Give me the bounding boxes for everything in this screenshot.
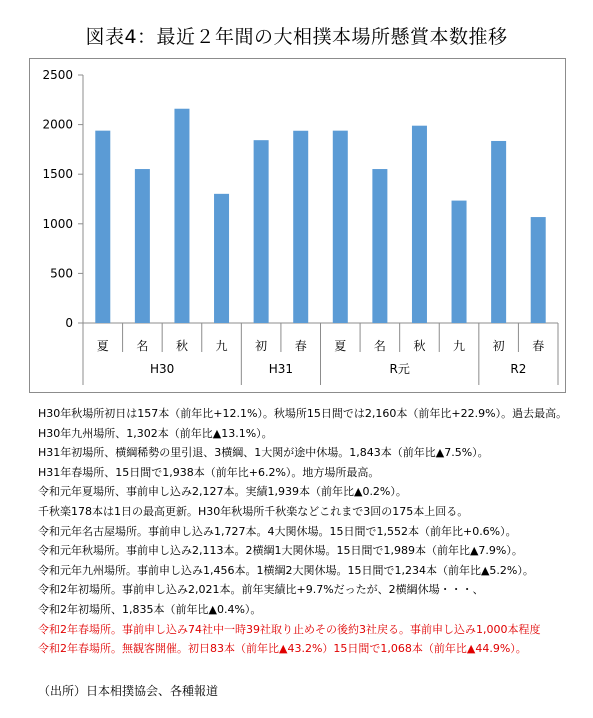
bar xyxy=(452,201,467,323)
chart-area xyxy=(29,58,566,393)
bar xyxy=(214,194,229,323)
x-category-label: 初 xyxy=(492,339,505,353)
x-category-label: 秋 xyxy=(413,339,426,353)
note-line: 令和2年初場所。事前申し込み2,021本。前年実績比+9.7%だったが、2横綱休場・・・、 xyxy=(38,583,484,597)
x-category-label: 九 xyxy=(453,339,466,353)
bar xyxy=(174,109,189,323)
note-line: 令和元年名古屋場所。事前申し込み1,727本。4大関休場。15日間で1,552本（前年比+0.6%）。 xyxy=(38,524,517,538)
x-group-label: R2 xyxy=(510,362,527,376)
y-tick-label: 2500 xyxy=(42,68,73,82)
source-note: （出所）日本相撲協会、各種報道 xyxy=(38,684,219,698)
y-tick-label: 2000 xyxy=(42,117,73,132)
bar xyxy=(95,131,110,323)
bar xyxy=(333,131,348,323)
x-group-label: R元 xyxy=(389,362,410,376)
bar xyxy=(531,217,546,323)
bar xyxy=(293,131,308,323)
x-category-label: 名 xyxy=(136,339,149,353)
note-line: H31年初場所、横綱稀勢の里引退、3横綱、1大関が途中休場。1,843本（前年比▲7.5%）。 xyxy=(38,446,489,460)
bar-chart xyxy=(30,59,565,392)
note-line: H30年秋場所初日は157本（前年比+12.1%）。秋場所15日間では2,160本（前年比+22.9%）。過去最高。 xyxy=(38,407,568,420)
y-tick-label: 0 xyxy=(65,316,73,330)
bar xyxy=(254,140,269,323)
x-category-label: 初 xyxy=(255,339,268,353)
y-tick-label: 1500 xyxy=(42,167,73,182)
note-line: 千秋楽178本は1日の最高更新。H30年秋場所千秋楽などこれまで3回の175本上回る。 xyxy=(38,504,469,518)
y-tick-label: 500 xyxy=(50,266,73,281)
note-line: 令和2年春場所。無観客開催。初日83本（前年比▲43.2%）15日間で1,068本（前年比▲44.9%）。 xyxy=(38,642,527,656)
x-category-label: 夏 xyxy=(334,339,347,353)
note-line: H31年春場所、15日間で1,938本（前年比+6.2%）。地方場所最高。 xyxy=(38,465,380,479)
note-line: 令和2年初場所、1,835本（前年比▲0.4%）。 xyxy=(38,602,262,616)
bar xyxy=(372,169,387,323)
y-tick-label: 1000 xyxy=(42,216,73,231)
page-title: 図表4：最近２年間の大相撲本場所懸賞本数推移 xyxy=(85,26,508,48)
x-group-label: H30 xyxy=(150,362,175,376)
note-line: H30年九州場所、1,302本（前年比▲13.1%）。 xyxy=(38,426,273,440)
x-group-label: H31 xyxy=(268,362,294,376)
bar xyxy=(135,169,150,323)
x-category-label: 九 xyxy=(215,339,228,353)
x-category-label: 春 xyxy=(294,339,307,353)
bar xyxy=(491,141,506,323)
note-line: 令和元年秋場所。事前申し込み2,113本。2横綱1大関休場。15日間で1,989本（前年比▲7.9%）。 xyxy=(38,544,523,558)
notes-list xyxy=(38,404,590,659)
x-category-label: 春 xyxy=(532,339,545,353)
note-line: 令和2年春場所。事前申し込み74社中一時39社取り止めその後約3社戻る。事前申し込み1,000本程度 xyxy=(38,622,541,636)
x-category-label: 秋 xyxy=(175,339,188,353)
x-category-label: 夏 xyxy=(96,339,109,353)
note-line: 令和元年夏場所、事前申し込み2,127本。実績1,939本（前年比▲0.2%）。 xyxy=(38,485,407,499)
x-category-label: 名 xyxy=(373,339,386,353)
bar xyxy=(412,126,427,323)
note-line: 令和元年九州場所。事前申し込み1,456本。1横綱2大関休場。15日間で1,234本（前年比▲5.2%）。 xyxy=(38,563,534,577)
